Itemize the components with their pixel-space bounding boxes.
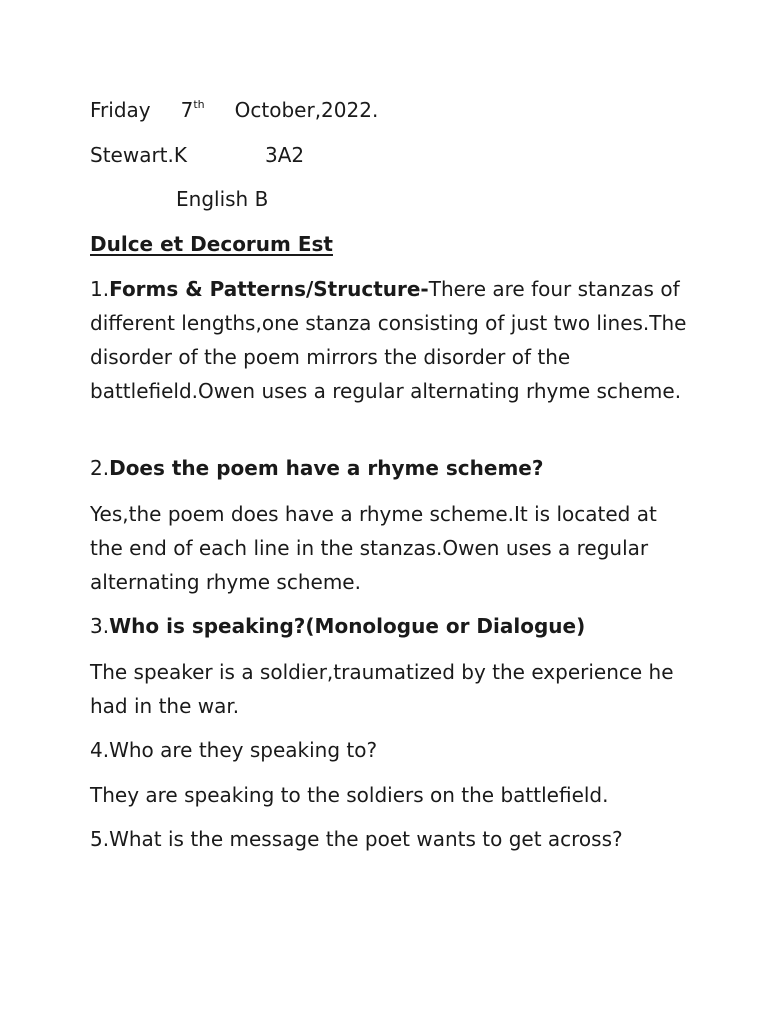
question-1 [90,272,690,408]
q1-heading: Forms & Patterns/Structure- [109,277,429,301]
date-month-year: October,2022. [234,98,379,122]
date-day: Friday [90,98,151,122]
answer-4: They are speaking to the soldiers on the battlefield. [90,783,609,807]
date-number: 7 [180,98,194,122]
q1-answer: There are four stanzas of different lengths,one stanza consisting of just two lines.The disorder of the poem mirrors the disorder of the battlefield.Owen uses a regular alternating rhyme scheme. [90,277,687,403]
class-code: 3A2 [265,143,305,167]
date-line [90,94,378,127]
date-suffix: th [193,98,205,111]
q2-heading: Does the poem have a rhyme scheme? [109,456,544,480]
subject-line: English B [176,187,269,211]
q3-heading: Who is speaking?(Monologue or Dialogue) [109,614,586,638]
question-4: 4.Who are they speaking to? [90,738,378,762]
question-2 [90,452,543,485]
student-line [90,139,304,172]
question-3 [90,610,585,643]
answer-2: Yes,the poem does have a rhyme scheme.It is located at the end of each line in the stanzas.Owen uses a regular alternating rhyme scheme. [90,502,657,594]
q2-number: 2. [90,456,110,480]
poem-title: Dulce et Decorum Est [90,232,333,256]
question-5: 5.What is the message the poet wants to get across? [90,827,623,851]
q3-number: 3. [90,614,110,638]
q1-number: 1. [90,277,110,301]
answer-3: The speaker is a soldier,traumatized by the experience he had in the war. [90,660,674,718]
student-name: Stewart.K [90,143,187,167]
